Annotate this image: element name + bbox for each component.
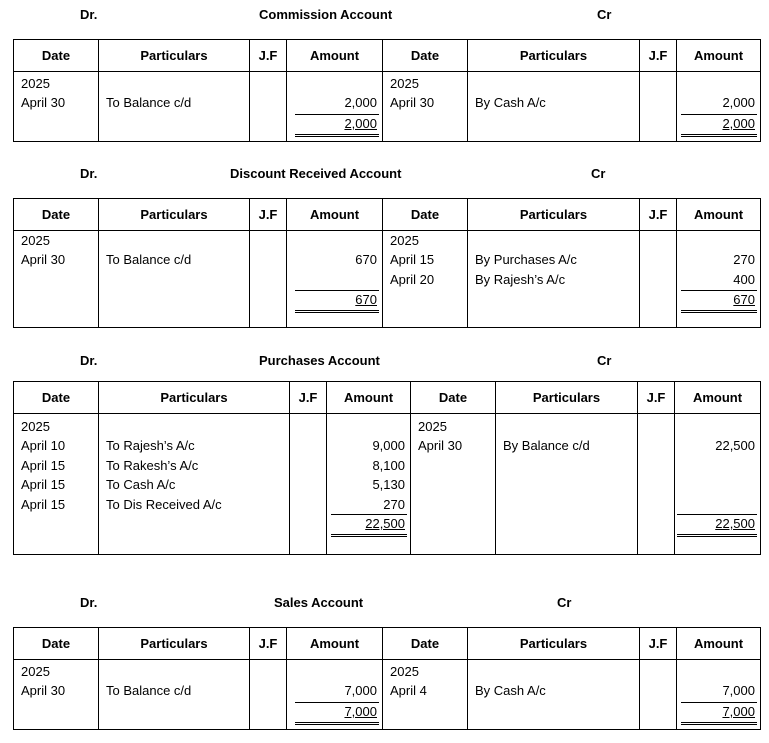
debit-date-cell bbox=[14, 660, 99, 730]
ledger-table bbox=[13, 627, 761, 730]
credit-amount-cell bbox=[677, 231, 761, 328]
debit-jf-cell bbox=[250, 72, 287, 142]
entry-amount: 8,100 bbox=[372, 458, 405, 473]
debit-particulars-cell bbox=[99, 231, 250, 328]
entry-date: April 15 bbox=[21, 477, 66, 492]
credit-amount-cell bbox=[677, 72, 761, 142]
entry-amount: 22,500 bbox=[715, 438, 755, 453]
col-header-amount: Amount bbox=[675, 382, 761, 414]
year: 2025 bbox=[21, 233, 50, 248]
debit-date-cell bbox=[14, 414, 99, 555]
entry-amount: 400 bbox=[733, 272, 755, 287]
col-header-date: Date bbox=[14, 199, 99, 231]
credit-amount-cell bbox=[675, 414, 761, 555]
entry-particulars: By Cash A/c bbox=[475, 683, 546, 698]
col-header-particulars: Particulars bbox=[496, 382, 638, 414]
col-header-particulars: Particulars bbox=[468, 40, 640, 72]
col-header-particulars: Particulars bbox=[99, 199, 250, 231]
entry-particulars: To Balance c/d bbox=[106, 683, 192, 698]
debit-total: 7,000 bbox=[344, 704, 377, 719]
credit-particulars-cell bbox=[496, 414, 638, 555]
debit-jf-cell bbox=[290, 414, 327, 555]
entry-amount: 2,000 bbox=[344, 95, 377, 110]
entry-particulars: To Balance c/d bbox=[106, 95, 192, 110]
entry-date: April 15 bbox=[21, 458, 66, 473]
year: 2025 bbox=[21, 664, 50, 679]
debit-amount-cell bbox=[287, 72, 383, 142]
credit-date-cell bbox=[383, 660, 468, 730]
col-header-particulars: Particulars bbox=[468, 628, 640, 660]
account-title: Sales Account bbox=[274, 595, 364, 610]
col-header-jf: J.F bbox=[250, 199, 287, 231]
debit-date-cell bbox=[14, 72, 99, 142]
credit-total: 7,000 bbox=[722, 704, 755, 719]
debit-jf-cell bbox=[250, 231, 287, 328]
col-header-date: Date bbox=[14, 40, 99, 72]
credit-jf-cell bbox=[640, 72, 677, 142]
entry-amount: 7,000 bbox=[722, 683, 755, 698]
debit-particulars-cell bbox=[99, 660, 250, 730]
debit-amount-cell bbox=[327, 414, 411, 555]
credit-amount-cell bbox=[677, 660, 761, 730]
entry-date: April 20 bbox=[390, 272, 435, 287]
col-header-date: Date bbox=[14, 382, 99, 414]
entry-amount: 270 bbox=[383, 497, 405, 512]
debit-amount-cell bbox=[287, 660, 383, 730]
col-header-date: Date bbox=[383, 628, 468, 660]
credit-date-cell bbox=[383, 72, 468, 142]
entry-date: April 15 bbox=[21, 497, 66, 512]
col-header-jf: J.F bbox=[250, 628, 287, 660]
debit-amount-cell bbox=[287, 231, 383, 328]
col-header-amount: Amount bbox=[287, 628, 383, 660]
entry-date: April 10 bbox=[21, 438, 66, 453]
debit-jf-cell bbox=[250, 660, 287, 730]
debit-total: 670 bbox=[355, 292, 377, 307]
account-title: Commission Account bbox=[259, 7, 393, 22]
cr-label: Cr bbox=[597, 7, 612, 22]
year: 2025 bbox=[390, 664, 419, 679]
credit-particulars-cell bbox=[468, 231, 640, 328]
col-header-particulars: Particulars bbox=[99, 628, 250, 660]
entry-amount: 670 bbox=[355, 252, 377, 267]
col-header-amount: Amount bbox=[287, 199, 383, 231]
entry-date: April 30 bbox=[21, 683, 66, 698]
entry-date: April 15 bbox=[390, 252, 435, 267]
col-header-date: Date bbox=[383, 40, 468, 72]
entry-date: April 4 bbox=[390, 683, 427, 698]
credit-particulars-cell bbox=[468, 72, 640, 142]
account-title: Purchases Account bbox=[259, 353, 380, 368]
debit-particulars-cell bbox=[99, 414, 290, 555]
cr-label: Cr bbox=[597, 353, 612, 368]
credit-total: 2,000 bbox=[722, 116, 755, 131]
col-header-amount: Amount bbox=[677, 628, 761, 660]
entry-date: April 30 bbox=[21, 252, 66, 267]
year: 2025 bbox=[390, 76, 419, 91]
col-header-jf: J.F bbox=[250, 40, 287, 72]
entry-amount: 7,000 bbox=[344, 683, 377, 698]
debit-total: 2,000 bbox=[344, 116, 377, 131]
entry-particulars: By Rajesh’s A/c bbox=[475, 272, 566, 287]
dr-label: Dr. bbox=[80, 595, 98, 610]
debit-date-cell bbox=[14, 231, 99, 328]
year: 2025 bbox=[418, 419, 447, 434]
col-header-jf: J.F bbox=[290, 382, 327, 414]
entry-amount: 2,000 bbox=[722, 95, 755, 110]
account-title: Discount Received Account bbox=[230, 166, 402, 181]
ledger-table bbox=[13, 39, 761, 142]
col-header-jf: J.F bbox=[638, 382, 675, 414]
debit-total: 22,500 bbox=[365, 516, 405, 531]
col-header-jf: J.F bbox=[640, 199, 677, 231]
col-header-amount: Amount bbox=[677, 199, 761, 231]
entry-particulars: To Cash A/c bbox=[106, 477, 176, 492]
credit-jf-cell bbox=[640, 231, 677, 328]
dr-label: Dr. bbox=[80, 166, 98, 181]
entry-particulars: To Rakesh’s A/c bbox=[106, 458, 199, 473]
debit-particulars-cell bbox=[99, 72, 250, 142]
credit-date-cell bbox=[411, 414, 496, 555]
col-header-amount: Amount bbox=[677, 40, 761, 72]
entry-amount: 9,000 bbox=[372, 438, 405, 453]
entry-date: April 30 bbox=[21, 95, 66, 110]
ledger-table bbox=[13, 198, 761, 328]
entry-date: April 30 bbox=[418, 438, 463, 453]
entry-particulars: To Rajesh’s A/c bbox=[106, 438, 195, 453]
entry-particulars: By Purchases A/c bbox=[475, 252, 577, 267]
entry-particulars: By Cash A/c bbox=[475, 95, 546, 110]
col-header-date: Date bbox=[411, 382, 496, 414]
year: 2025 bbox=[390, 233, 419, 248]
cr-label: Cr bbox=[557, 595, 572, 610]
col-header-jf: J.F bbox=[640, 40, 677, 72]
col-header-particulars: Particulars bbox=[99, 40, 250, 72]
credit-total: 22,500 bbox=[715, 516, 755, 531]
col-header-date: Date bbox=[14, 628, 99, 660]
dr-label: Dr. bbox=[80, 353, 98, 368]
entry-particulars: To Balance c/d bbox=[106, 252, 192, 267]
col-header-date: Date bbox=[383, 199, 468, 231]
col-header-particulars: Particulars bbox=[99, 382, 290, 414]
credit-total: 670 bbox=[733, 292, 755, 307]
cr-label: Cr bbox=[591, 166, 606, 181]
credit-particulars-cell bbox=[468, 660, 640, 730]
entry-particulars: By Balance c/d bbox=[503, 438, 590, 453]
col-header-particulars: Particulars bbox=[468, 199, 640, 231]
col-header-amount: Amount bbox=[327, 382, 411, 414]
entry-date: April 30 bbox=[390, 95, 435, 110]
credit-jf-cell bbox=[638, 414, 675, 555]
credit-date-cell bbox=[383, 231, 468, 328]
ledger-table bbox=[13, 381, 761, 555]
entry-particulars: To Dis Received A/c bbox=[106, 497, 222, 512]
year: 2025 bbox=[21, 419, 50, 434]
credit-jf-cell bbox=[640, 660, 677, 730]
entry-amount: 270 bbox=[733, 252, 755, 267]
col-header-jf: J.F bbox=[640, 628, 677, 660]
col-header-amount: Amount bbox=[287, 40, 383, 72]
year: 2025 bbox=[21, 76, 50, 91]
entry-amount: 5,130 bbox=[372, 477, 405, 492]
dr-label: Dr. bbox=[80, 7, 98, 22]
